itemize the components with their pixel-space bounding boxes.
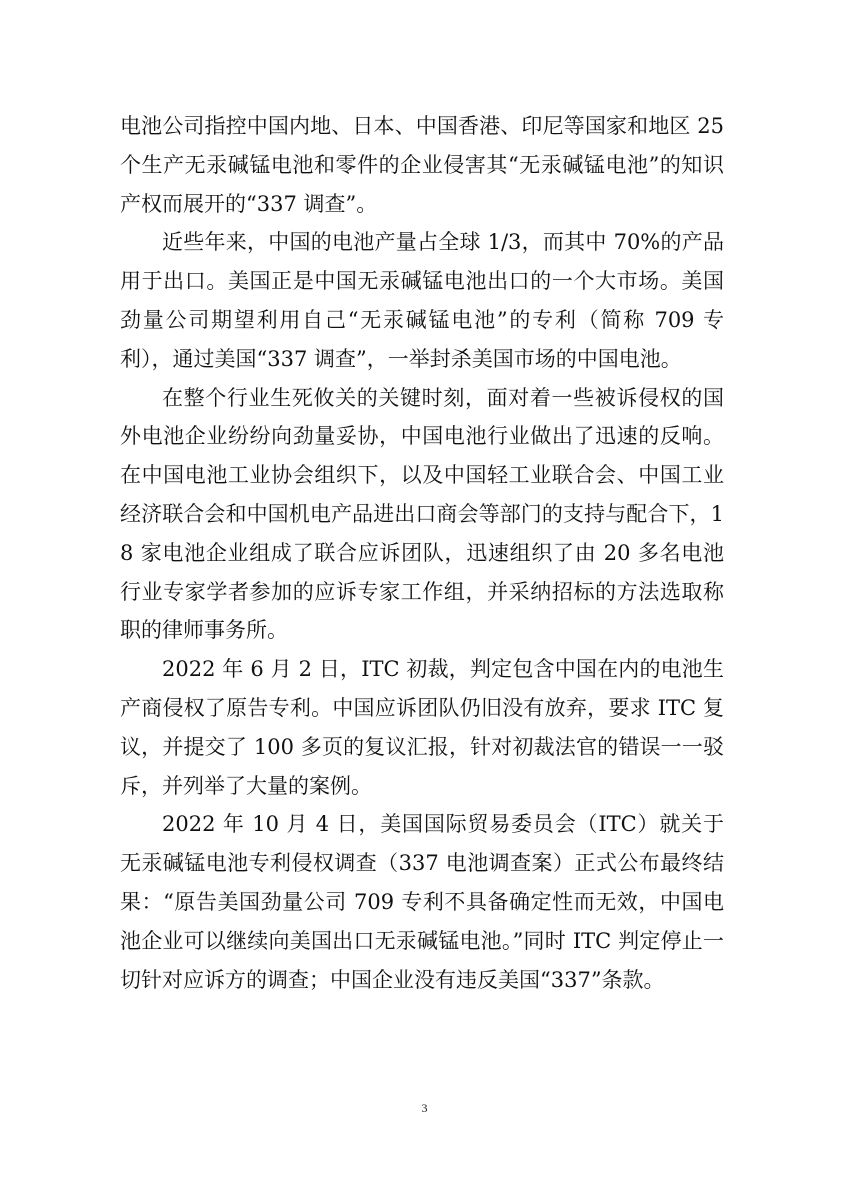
document-body <box>120 107 724 999</box>
page-number: 3 <box>421 1101 428 1115</box>
paragraph-industry-response: 在整个行业生死攸关的关键时刻，面对着一些被诉侵权的国外电池企业纷纷向劲量妥协，中国电池行业做出了迅速的反响。在中国电池工业协会组织下，以及中国轻工业联合会、中国工业经济联合会和中国机电产品进出口商会等部门的支持与配合下，18 家电池企业组成了联合应诉团队，迅速组织了由 20 多名电池行业专家学者参加的应诉专家工作组，并采纳招标的方法选取称职的律师事务所。 <box>120 385 724 643</box>
paragraph-initial-ruling: 2022 年 6 月 2 日，ITC 初裁，判定包含中国在内的电池生产商侵权了原告专利。中国应诉团队仍旧没有放弃，要求 ITC 复议，并提交了 100 多页的复议汇报，针对初裁法官的错误一一驳斥，并列举了大量的案例。 <box>120 657 724 798</box>
paragraph-continuation: 电池公司指控中国内地、日本、中国香港、印尼等国家和地区 25 个生产无汞碱锰电池和零件的企业侵害其“无汞碱锰电池”的知识产权而展开的“337 调查”。 <box>120 114 724 216</box>
paragraph-final-ruling: 2022 年 10 月 4 日，美国国际贸易委员会（ITC）就关于无汞碱锰电池专利侵权调查（337 电池调查案）正式公布最终结果：“原告美国劲量公司 709 专利不具备确定性而无效，中国电池企业可以继续向美国出口无汞碱锰电池。”同时 ITC 判定停止一切针对应诉方的调查；中国企业没有违反美国“337”条款。 <box>120 812 724 992</box>
paragraph-battery-production: 近些年来，中国的电池产量占全球 1/3，而其中 70%的产品用于出口。美国正是中国无汞碱锰电池出口的一个大市场。美国劲量公司期望利用自己“无汞碱锰电池”的专利（简称 709 专利），通过美国“337 调查”，一举封杀美国市场的中国电池。 <box>120 230 724 371</box>
